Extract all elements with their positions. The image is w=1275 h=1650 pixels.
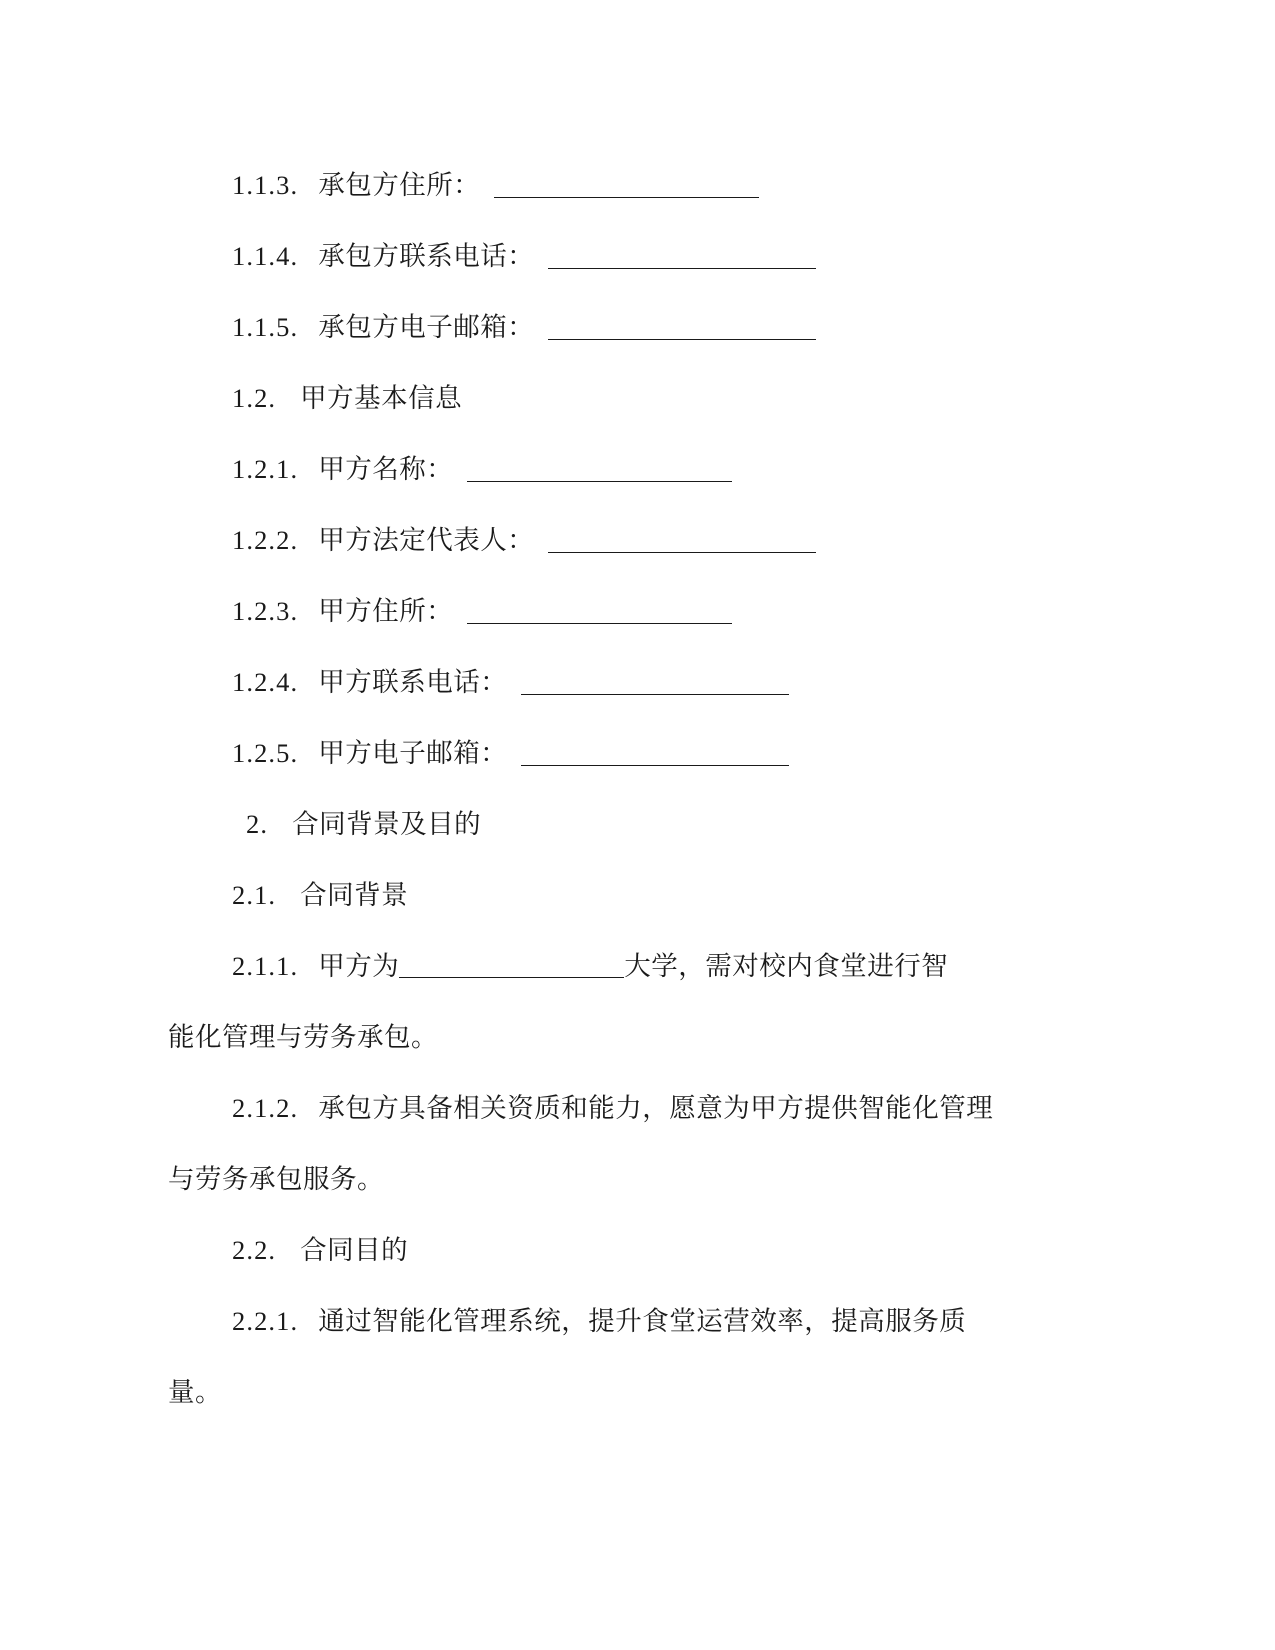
fill-blank-partyA-legal-rep[interactable] bbox=[548, 528, 816, 553]
fill-blank-contractor-address[interactable] bbox=[494, 173, 759, 198]
clause-number: 2.2. bbox=[232, 1235, 277, 1265]
clause-number: 1.2.1. bbox=[232, 454, 299, 484]
clause-label: 甲方联系电话： bbox=[318, 667, 508, 698]
clause-text-before: 甲方为 bbox=[318, 951, 400, 982]
clause-1-2-1 bbox=[168, 434, 1068, 505]
heading-label: 合同背景 bbox=[300, 880, 409, 911]
clause-2-1-2 bbox=[168, 1073, 1068, 1144]
clause-1-1-3 bbox=[168, 150, 1068, 221]
fill-blank-partyA-email[interactable] bbox=[521, 741, 789, 766]
clause-number: 2.1. bbox=[232, 880, 277, 910]
heading-1-2 bbox=[168, 363, 1068, 434]
heading-2 bbox=[168, 789, 1068, 860]
clause-text-after: 大学，需对校内食堂进行智 bbox=[624, 951, 949, 982]
heading-label: 合同目的 bbox=[300, 1235, 409, 1266]
clause-text: 通过智能化管理系统，提升食堂运营效率，提高服务质 bbox=[318, 1306, 967, 1337]
heading-label: 合同背景及目的 bbox=[292, 809, 482, 840]
fill-blank-contractor-email[interactable] bbox=[548, 315, 816, 340]
clause-number: 2.2.1. bbox=[232, 1306, 299, 1336]
clause-1-2-2 bbox=[168, 505, 1068, 576]
heading-2-2 bbox=[168, 1215, 1068, 1286]
clause-number: 1.2. bbox=[232, 383, 277, 413]
clause-1-2-5 bbox=[168, 718, 1068, 789]
fill-blank-partyA-phone[interactable] bbox=[521, 670, 789, 695]
clause-1-2-4 bbox=[168, 647, 1068, 718]
clause-number: 1.1.3. bbox=[232, 170, 299, 200]
clause-number: 2. bbox=[246, 809, 269, 839]
clause-1-1-4 bbox=[168, 221, 1068, 292]
clause-continuation-text: 能化管理与劳务承包。 bbox=[168, 1022, 438, 1053]
heading-label: 甲方基本信息 bbox=[300, 383, 463, 414]
clause-number: 1.2.5. bbox=[232, 738, 299, 768]
fill-blank-university-name[interactable] bbox=[399, 953, 624, 978]
clause-number: 1.2.2. bbox=[232, 525, 299, 555]
clause-continuation-text: 与劳务承包服务。 bbox=[168, 1164, 384, 1195]
clause-text: 承包方具备相关资质和能力，愿意为甲方提供智能化管理 bbox=[318, 1093, 994, 1124]
clause-1-1-5 bbox=[168, 292, 1068, 363]
clause-2-2-1-continuation bbox=[168, 1357, 1068, 1428]
document-body bbox=[168, 150, 1068, 1428]
fill-blank-contractor-phone[interactable] bbox=[548, 244, 816, 269]
clause-number: 1.2.4. bbox=[232, 667, 299, 697]
clause-number: 1.2.3. bbox=[232, 596, 299, 626]
clause-number: 2.1.2. bbox=[232, 1093, 299, 1123]
clause-2-2-1 bbox=[168, 1286, 1068, 1357]
clause-label: 甲方法定代表人： bbox=[318, 525, 535, 556]
clause-2-1-1 bbox=[168, 931, 1068, 1002]
clause-label: 甲方住所： bbox=[318, 596, 454, 627]
clause-label: 甲方名称： bbox=[318, 454, 454, 485]
clause-2-1-1-continuation bbox=[168, 1002, 1068, 1073]
clause-label: 承包方住所： bbox=[318, 170, 481, 201]
clause-2-1-2-continuation bbox=[168, 1144, 1068, 1215]
clause-label: 承包方联系电话： bbox=[318, 241, 535, 272]
clause-number: 2.1.1. bbox=[232, 951, 299, 981]
clause-number: 1.1.5. bbox=[232, 312, 299, 342]
clause-label: 承包方电子邮箱： bbox=[318, 312, 535, 343]
clause-1-2-3 bbox=[168, 576, 1068, 647]
clause-continuation-text: 量。 bbox=[168, 1377, 222, 1408]
heading-2-1 bbox=[168, 860, 1068, 931]
clause-label: 甲方电子邮箱： bbox=[318, 738, 508, 769]
clause-number: 1.1.4. bbox=[232, 241, 299, 271]
fill-blank-partyA-address[interactable] bbox=[467, 599, 732, 624]
fill-blank-partyA-name[interactable] bbox=[467, 457, 732, 482]
